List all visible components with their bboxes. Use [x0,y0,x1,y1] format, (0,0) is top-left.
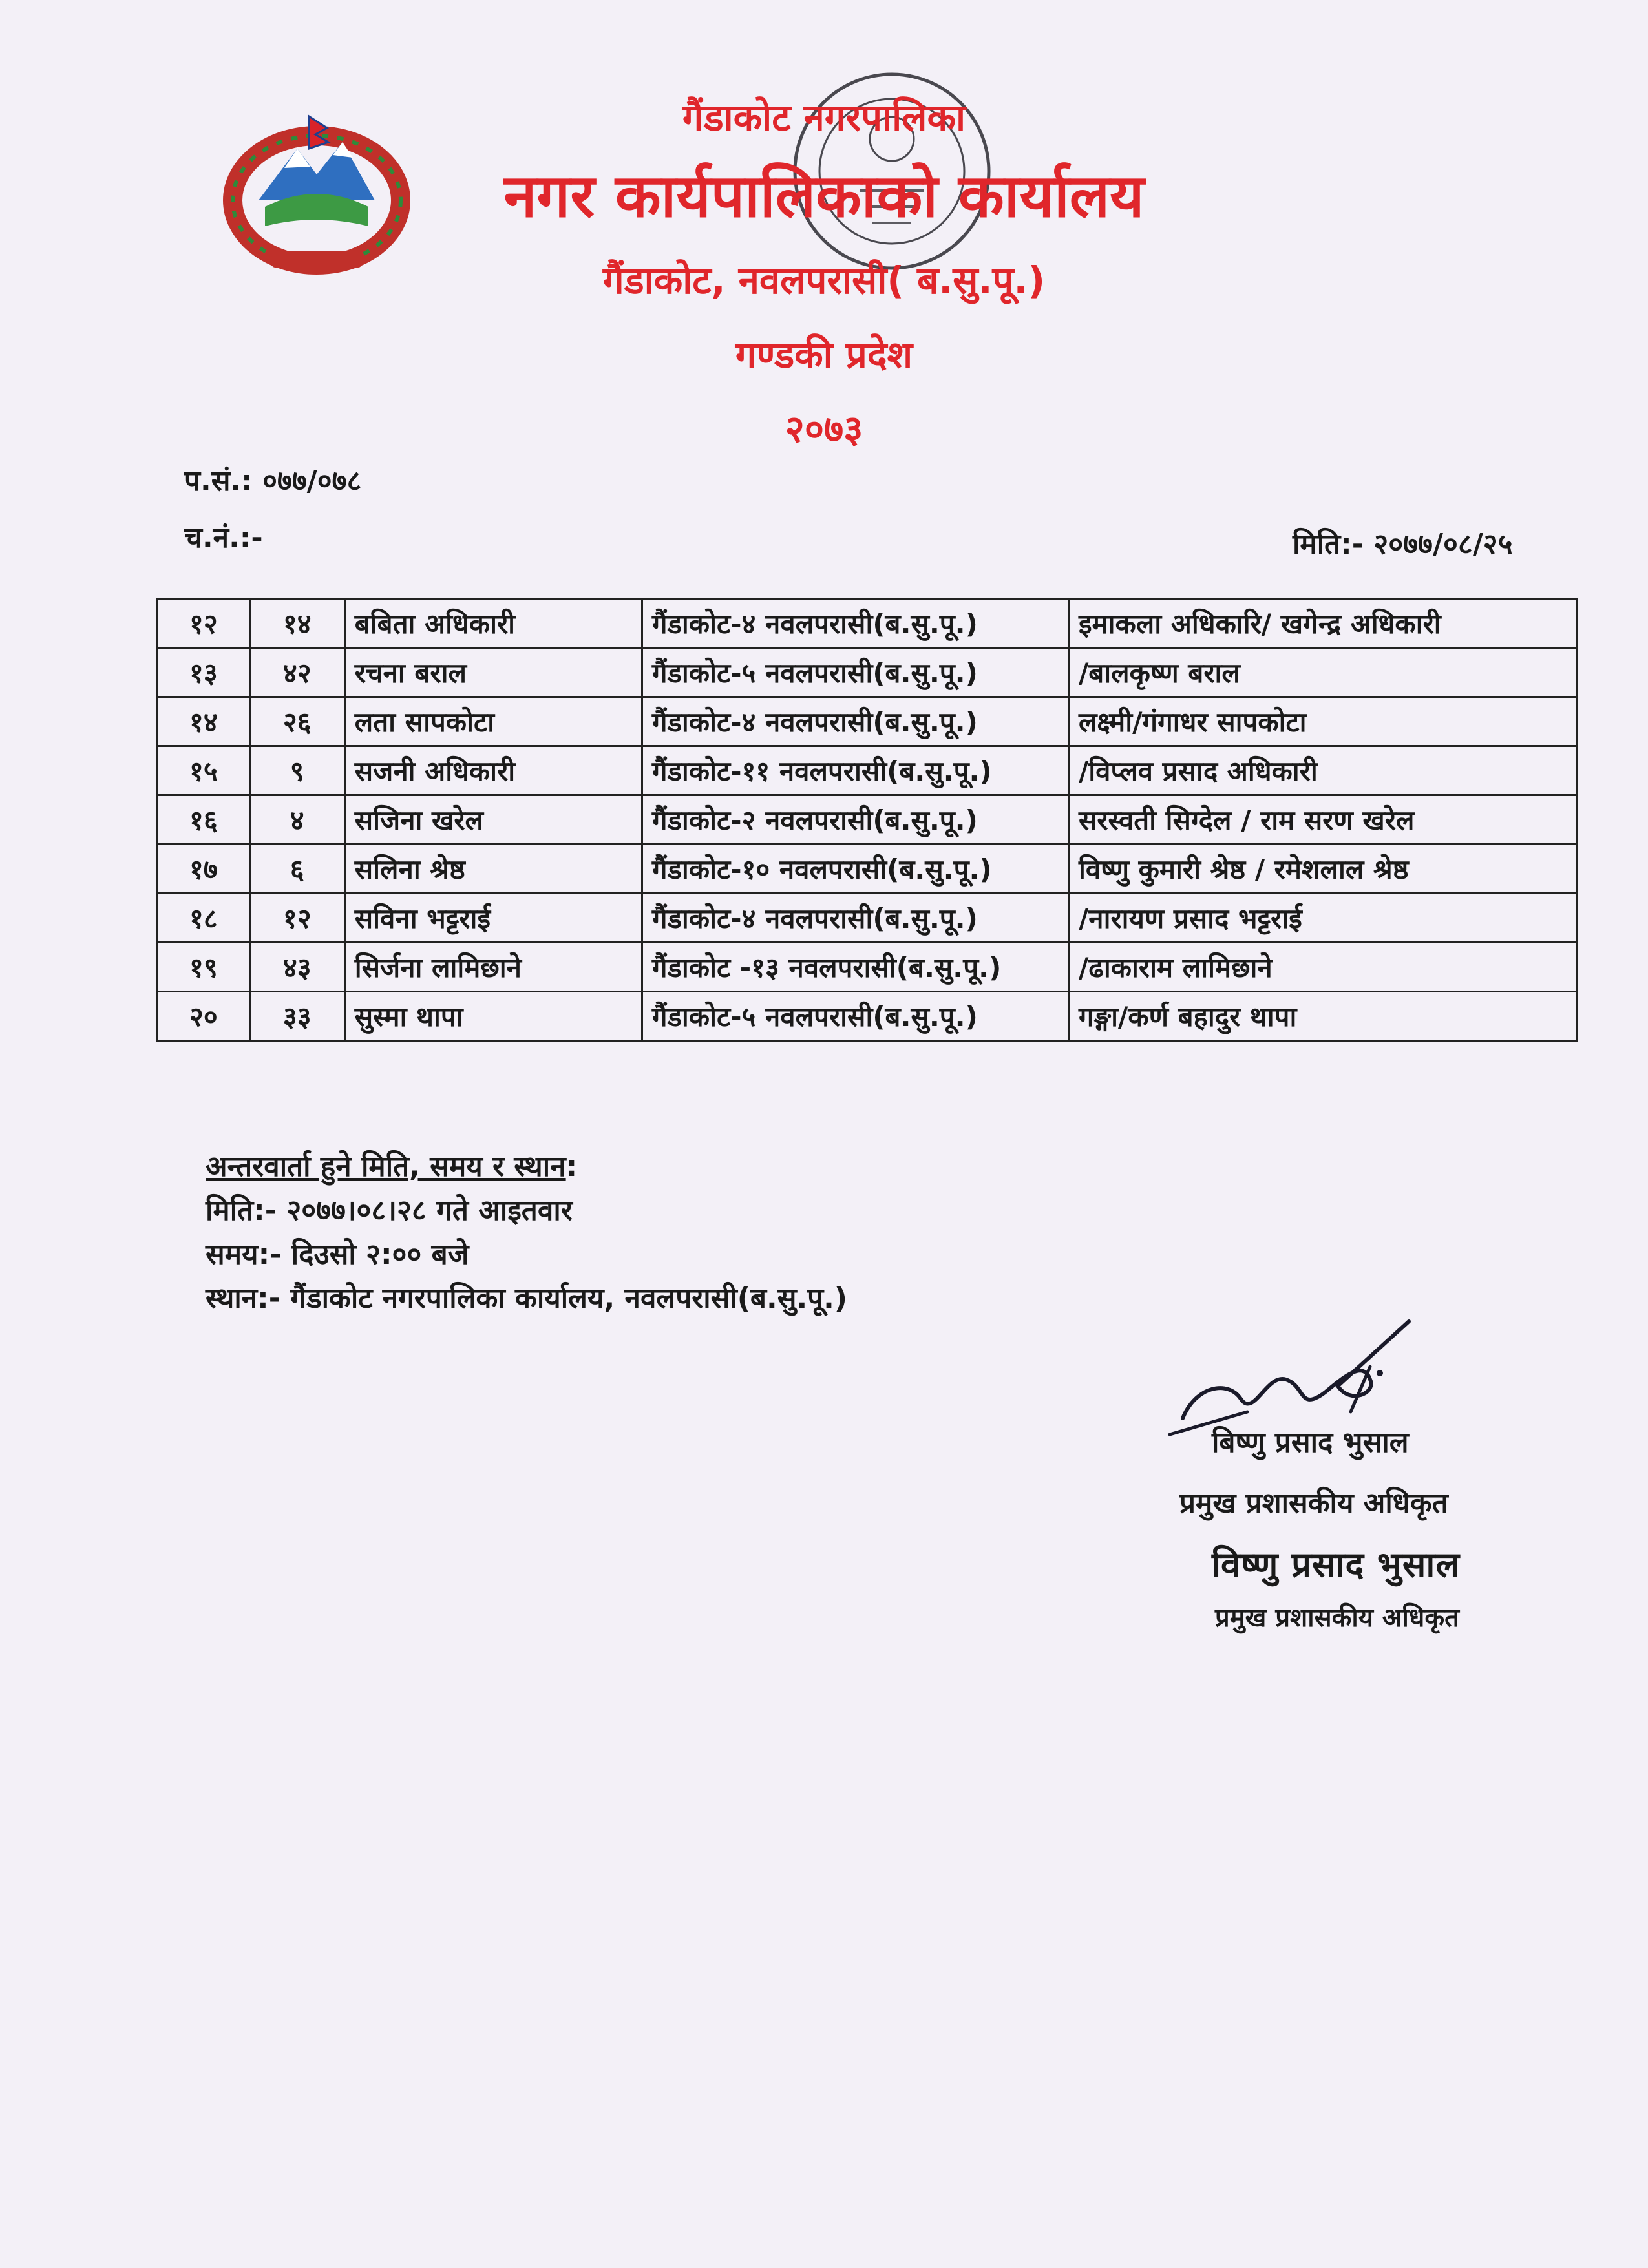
serial-cell: १३ [158,648,250,697]
roll-cell: ३३ [249,992,344,1041]
name-cell: सविना भट्टराई [344,894,642,943]
office-name: नगर कार्यपालिकाको कार्यालय [503,162,1145,231]
roll-cell: २६ [249,697,344,746]
candidate-table [156,598,1578,1042]
interview-time: समय:- दिउसो २:०० बजे [206,1238,469,1271]
table-row [158,795,1578,845]
serial-cell: १९ [158,943,250,992]
table-row [158,894,1578,943]
signatory-name: बिष्णु प्रसाद भुसाल [1212,1426,1409,1459]
parents-cell: लक्ष्मी/गंगाधर सापकोटा [1068,697,1577,746]
address-cell: गैंडाकोट -१३ नवलपरासी(ब.सु.पू.) [642,943,1068,992]
name-cell: रचना बराल [344,648,642,697]
name-cell: सजिना खरेल [344,795,642,845]
parents-cell: /बालकृष्ण बराल [1068,648,1577,697]
table-row [158,648,1578,697]
signatory-title: प्रमुख प्रशासकीय अधिकृत [1179,1487,1448,1520]
established-year: २०७३ [785,407,863,451]
serial-cell: १४ [158,697,250,746]
letterhead [0,90,1648,453]
candidate-table-body [158,599,1578,1041]
signature-icon [1157,1308,1428,1438]
interview-info [206,1145,847,1321]
table-row [158,845,1578,894]
roll-cell: ४ [249,795,344,845]
municipality-name: गैंडाकोट नगरपालिका [682,96,966,140]
name-cell: सुस्मा थापा [344,992,642,1041]
title-stamp: प्रमुख प्रशासकीय अधिकृत [1215,1603,1459,1633]
address-cell: गैंडाकोट-४ नवलपरासी(ब.सु.पू.) [642,894,1068,943]
roll-cell: ४२ [249,648,344,697]
office-address: गैंडाकोट, नवलपरासी( ब.सु.पू.) [603,258,1045,302]
parents-cell: गङ्गा/कर्ण बहादुर थापा [1068,992,1577,1041]
name-cell: सजनी अधिकारी [344,746,642,795]
dispatch-number: च.नं.:- [184,521,263,554]
interview-place: स्थान:- गैंडाकोट नगरपालिका कार्यालय, नवलपरासी(ब.सु.पू.) [206,1282,847,1315]
parents-cell: /नारायण प्रसाद भट्टराई [1068,894,1577,943]
serial-cell: १६ [158,795,250,845]
parents-cell: इमाकला अधिकारि/ खगेन्द्र अधिकारी [1068,599,1577,648]
roll-cell: १२ [249,894,344,943]
table-row [158,992,1578,1041]
province-name: गण्डकी प्रदेश [735,333,913,377]
parents-cell: विष्णु कुमारी श्रेष्ठ / रमेशलाल श्रेष्ठ [1068,845,1577,894]
name-cell: सलिना श्रेष्ठ [344,845,642,894]
letter-number: प.सं.: ०७७/०७८ [184,465,362,498]
address-cell: गैंडाकोट-१० नवलपरासी(ब.सु.पू.) [642,845,1068,894]
table-row [158,943,1578,992]
table-row [158,746,1578,795]
serial-cell: १५ [158,746,250,795]
signatory-block [1150,1422,1570,1634]
table-row [158,697,1578,746]
roll-cell: १४ [249,599,344,648]
address-cell: गैंडाकोट-४ नवलपरासी(ब.सु.पू.) [642,599,1068,648]
name-cell: सिर्जना लामिछाने [344,943,642,992]
interview-date: मिति:- २०७७।०८।२८ गते आइतवार [206,1194,573,1227]
roll-cell: ६ [249,845,344,894]
roll-cell: ९ [249,746,344,795]
name-cell: लता सापकोटा [344,697,642,746]
address-cell: गैंडाकोट-४ नवलपरासी(ब.सु.पू.) [642,697,1068,746]
parents-cell: सरस्वती सिग्देल / राम सरण खरेल [1068,795,1577,845]
parents-cell: /ढाकाराम लामिछाने [1068,943,1577,992]
interview-heading: अन्तरवार्ता हुने मिति, समय र स्थान [206,1150,566,1183]
interview-heading-colon: : [565,1150,578,1183]
address-cell: गैंडाकोट-२ नवलपरासी(ब.सु.पू.) [642,795,1068,845]
interview-heading-line [206,1145,847,1189]
letter-date: मिति:- २०७७/०८/२५ [1293,528,1513,561]
name-stamp: विष्णु प्रसाद भुसाल [1212,1544,1460,1585]
serial-cell: २० [158,992,250,1041]
address-cell: गैंडाकोट-५ नवलपरासी(ब.सु.पू.) [642,992,1068,1041]
serial-cell: १७ [158,845,250,894]
table-row [158,599,1578,648]
serial-cell: १२ [158,599,250,648]
address-cell: गैंडाकोट-५ नवलपरासी(ब.सु.पू.) [642,648,1068,697]
serial-cell: १८ [158,894,250,943]
name-cell: बबिता अधिकारी [344,599,642,648]
address-cell: गैंडाकोट-११ नवलपरासी(ब.सु.पू.) [642,746,1068,795]
roll-cell: ४३ [249,943,344,992]
parents-cell: /विप्लव प्रसाद अधिकारी [1068,746,1577,795]
